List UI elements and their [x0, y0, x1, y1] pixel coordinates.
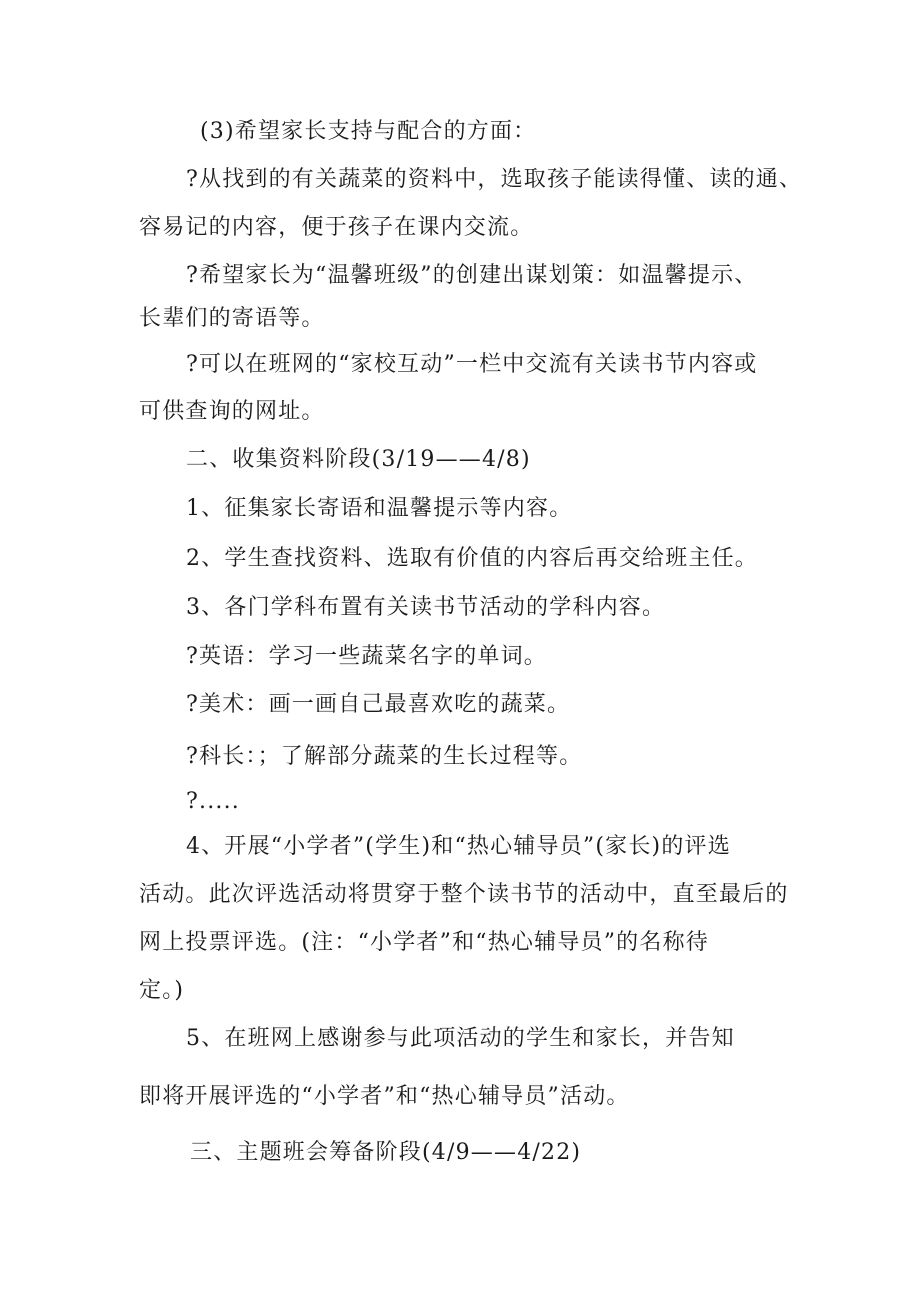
list-item: ?美术：画一画自己最喜欢吃的蔬菜。 [186, 692, 571, 717]
paragraph-line: 定。) [139, 978, 185, 1003]
paragraph-line: 可供查询的网址。 [139, 399, 325, 424]
list-item: 2、学生查找资料、选取有价值的内容后再交给班主任。 [186, 546, 758, 571]
section-heading-collect-materials: 二、收集资料阶段(3/19——4/8) [186, 447, 531, 472]
paragraph-line: 活动。此次评选活动将贯穿于整个读书节的活动中，直至最后的 [139, 882, 789, 907]
list-item: ?科长：；了解部分蔬菜的生长过程等。 [186, 744, 583, 769]
list-item: ?..... [186, 789, 240, 814]
list-item: 3、各门学科布置有关读书节活动的学科内容。 [186, 595, 666, 620]
paragraph-line: ?可以在班网的“家校互动”一栏中交流有关读书节内容或 [186, 352, 758, 377]
paragraph-line: ?从找到的有关蔬菜的资料中，选取孩子能读得懂、读的通、 [186, 167, 803, 192]
paragraph-line: 即将开展评选的“小学者”和“热心辅导员”活动。 [139, 1084, 630, 1109]
paragraph-line: 长辈们的寄语等。 [139, 306, 325, 331]
paragraph-heading-parent-support: (3)希望家长支持与配合的方面： [200, 119, 537, 144]
list-item: ?英语：学习一些蔬菜名字的单词。 [186, 644, 547, 669]
paragraph-line: 5、在班网上感谢参与此项活动的学生和家长，并告知 [186, 1026, 735, 1051]
paragraph-line: 4、开展“小学者”(学生)和“热心辅导员”(家长)的评选 [186, 834, 731, 859]
paragraph-line: 容易记的内容，便于孩子在课内交流。 [139, 215, 534, 240]
list-item: 1、征集家长寄语和温馨提示等内容。 [186, 496, 573, 521]
paragraph-line: ?希望家长为“温馨班级”的创建出谋划策：如温馨提示、 [186, 263, 758, 288]
section-heading-class-meeting: 三、主题班会筹备阶段(4/9——4/22) [190, 1140, 582, 1165]
paragraph-line: 网上投票评选。(注：“小学者”和“热心辅导员”的名称待 [139, 930, 709, 955]
